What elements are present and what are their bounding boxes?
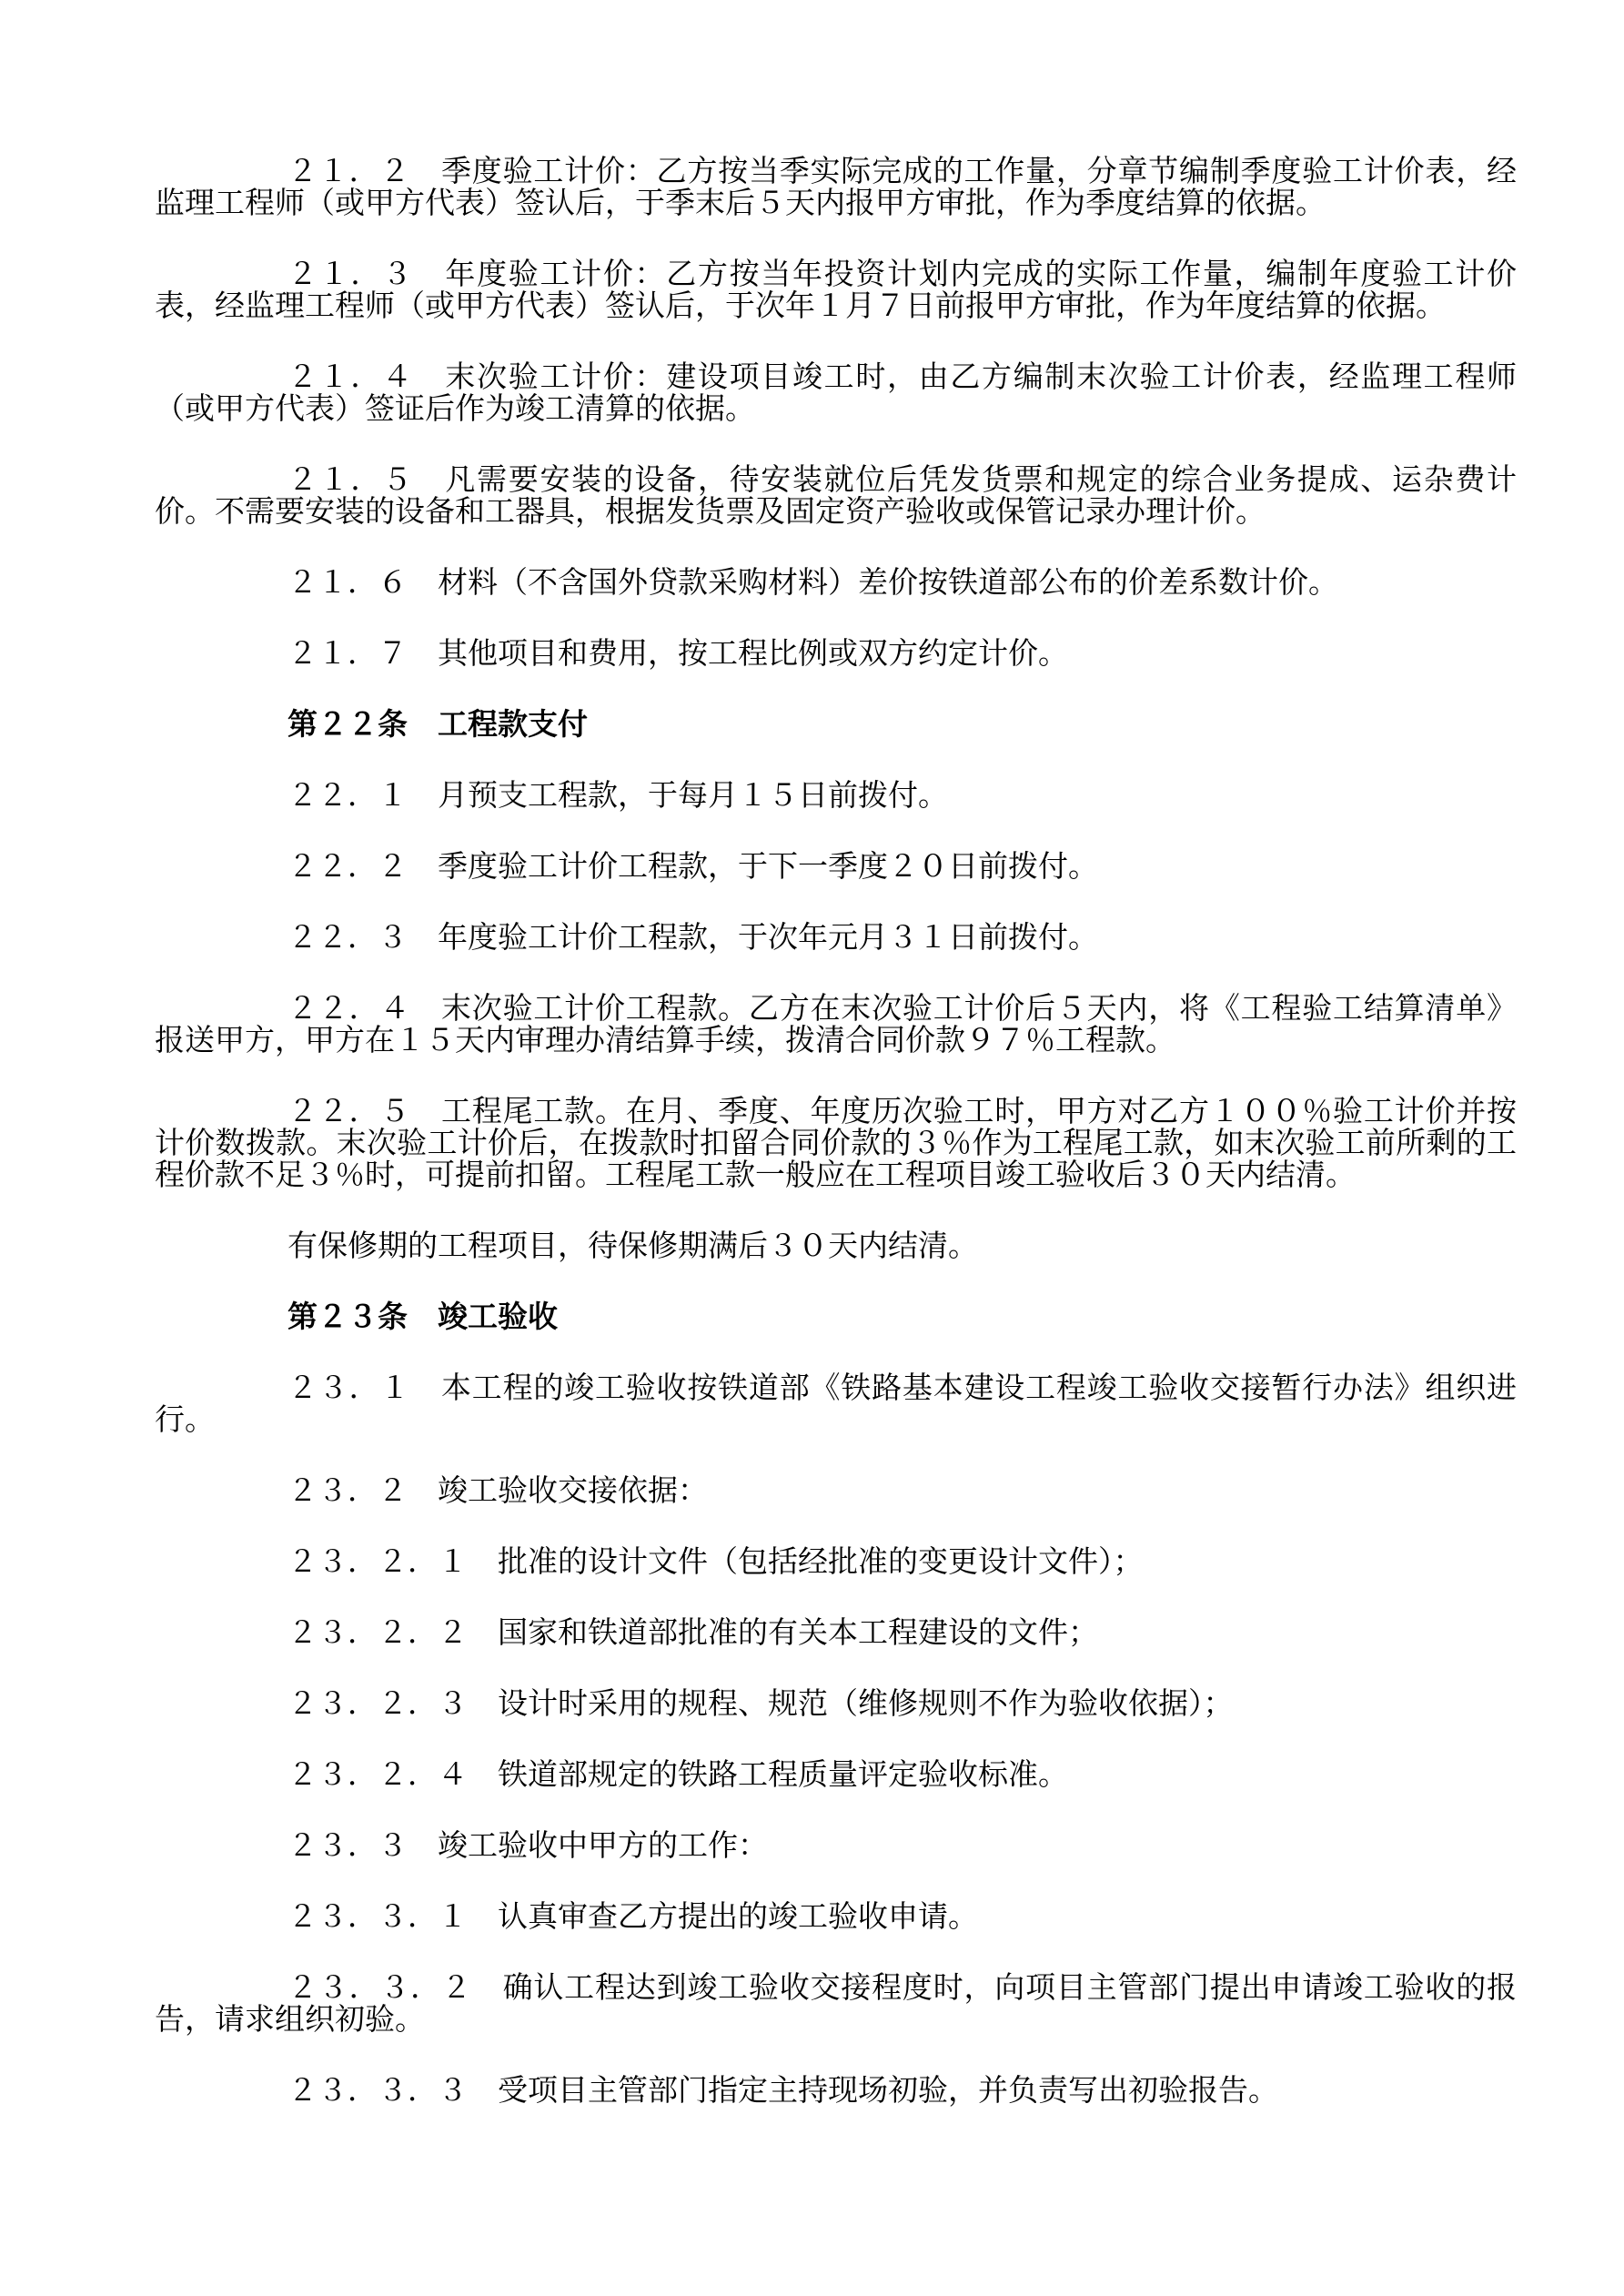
- heading-article-23: 第２３条 竣工验收: [287, 1301, 558, 1334]
- clause-22-1: ２２．１ 月预支工程款，于每月１５日前拨付。: [287, 780, 948, 813]
- clause-23-2-3: ２３．２．３ 设计时采用的规程、规范（维修规则不作为验收依据）；: [287, 1688, 1234, 1721]
- clause-22-4: ２２．４ 末次验工计价工程款。乙方在末次验工计价后５天内，将《工程验工结算清单》报送甲方，甲方在１５天内审理办清结算手续，拨清合同价款９７％工程款。: [155, 993, 1517, 1057]
- clause-21-4: ２１．４ 末次验工计价：建设项目竣工时，由乙方编制末次验工计价表，经监理工程师（或甲方代表）签证后作为竣工清算的依据。: [155, 361, 1517, 426]
- clause-22-3: ２２．３ 年度验工计价工程款，于次年元月３１日前拨付。: [287, 922, 1098, 955]
- clause-21-5: ２１．５ 凡需要安装的设备，待安装就位后凭发货票和规定的综合业务提成、运杂费计价。不需要安装的设备和工器具，根据发货票及固定资产验收或保管记录办理计价。: [155, 464, 1517, 529]
- clause-23-1: ２３．１ 本工程的竣工验收按铁道部《铁路基本建设工程竣工验收交接暂行办法》组织进行。: [155, 1372, 1517, 1437]
- clause-22-5-warranty-note: 有保修期的工程项目，待保修期满后３０天内结清。: [287, 1230, 978, 1263]
- heading-article-22: 第２２条 工程款支付: [287, 709, 588, 742]
- clause-23-3-2: ２３．３．２ 确认工程达到竣工验收交接程度时，向项目主管部门提出申请竣工验收的报告，请求组织初验。: [155, 1972, 1517, 2037]
- clause-23-2-2: ２３．２．２ 国家和铁道部批准的有关本工程建设的文件；: [287, 1617, 1098, 1650]
- clause-23-3-1: ２３．３．１ 认真审查乙方提出的竣工验收申请。: [287, 1901, 978, 1934]
- clause-23-3-3: ２３．３．３ 受项目主管部门指定主持现场初验，并负责写出初验报告。: [287, 2075, 1278, 2108]
- clause-23-3: ２３．３ 竣工验收中甲方的工作：: [287, 1830, 768, 1863]
- clause-22-2: ２２．２ 季度验工计价工程款，于下一季度２０日前拨付。: [287, 851, 1098, 884]
- clause-21-6: ２１．６ 材料（不含国外贷款采购材料）差价按铁道部公布的价差系数计价。: [287, 567, 1338, 600]
- clause-23-2-4: ２３．２．４ 铁道部规定的铁路工程质量评定验收标准。: [287, 1759, 1068, 1792]
- clause-21-2: ２１．２ 季度验工计价：乙方按当季实际完成的工作量，分章节编制季度验工计价表，经监理工程师（或甲方代表）签认后，于季末后５天内报甲方审批，作为季度结算的依据。: [155, 156, 1517, 220]
- clause-22-5: ２２．５ 工程尾工款。在月、季度、年度历次验工时，甲方对乙方１００％验工计价并按计价数拨款。末次验工计价后，在拨款时扣留合同价款的３％作为工程尾工款，如末次验工前所剩的工程价款不足３％时，可提前扣留。工程尾工款一般应在工程项目竣工验收后３０天内结清。: [155, 1096, 1517, 1192]
- clause-23-2-1: ２３．２．１ 批准的设计文件（包括经批准的变更设计文件）；: [287, 1546, 1144, 1579]
- clause-21-3: ２１．３ 年度验工计价：乙方按当年投资计划内完成的实际工作量，编制年度验工计价表，经监理工程师（或甲方代表）签认后，于次年１月７日前报甲方审批，作为年度结算的依据。: [155, 258, 1517, 323]
- clause-21-7: ２１．７ 其他项目和费用，按工程比例或双方约定计价。: [287, 638, 1068, 671]
- clause-23-2: ２３．２ 竣工验收交接依据：: [287, 1475, 708, 1508]
